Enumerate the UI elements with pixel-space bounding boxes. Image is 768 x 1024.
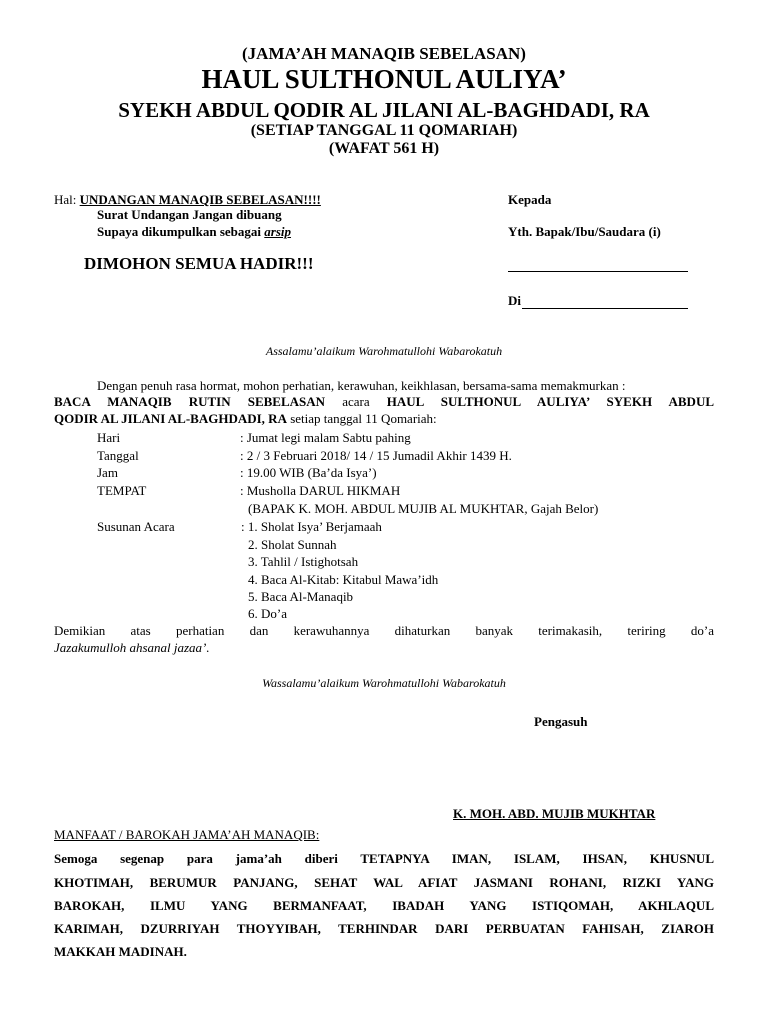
manfaat-line: KHOTIMAH, BERUMUR PANJANG, SEHAT WAL AFIAT JASMANI ROHANI, RIZKI YANG xyxy=(54,875,714,890)
closing-line-2: Jazakumulloh ahsanal jazaa’. xyxy=(54,640,210,655)
intro-line-2 xyxy=(54,394,714,410)
detail-value-tanggal: : 2 / 3 Februari 2018/ 14 / 15 Jumadil Akhir 1439 H. xyxy=(240,448,512,463)
susunan-item: 3. Tahlil / Istighotsah xyxy=(248,554,359,569)
header-name: SYEKH ABDUL QODIR AL JILANI AL-BAGHDADI, RA xyxy=(118,98,650,122)
manfaat-line: Semoga segenap para jama’ah diberi TETAPNYA IMAN, ISLAM, IHSAN, KHUSNUL xyxy=(54,851,714,866)
susunan-item: : 1. Sholat Isya’ Berjamaah xyxy=(241,519,382,534)
detail-label-hari: Hari xyxy=(97,430,121,445)
header-wafat: (WAFAT 561 H) xyxy=(328,140,440,157)
hal-subject: UNDANGAN MANAQIB SEBELASAN!!!! xyxy=(79,192,321,207)
intro-line-1: Dengan penuh rasa hormat, mohon perhatian, kerawuhan, keikhlasan, bersama-sama memakmurkan : xyxy=(97,378,626,393)
intro-line-3-bold: QODIR AL JILANI AL-BAGHDADI, RA xyxy=(54,411,287,426)
signature-title: Pengasuh xyxy=(534,714,588,729)
manfaat-line: BAROKAH, ILMU YANG BERMANFAAT, IBADAH YANG ISTIQOMAH, AKHLAQUL xyxy=(54,898,714,913)
appeal-text: DIMOHON SEMUA HADIR!!! xyxy=(84,254,314,273)
closing-line-1: Demikian atas perhatian dan kerawuhannya dihaturkan banyak terimakasih, teriring do’a xyxy=(54,623,714,638)
detail-tempat-extra: (BAPAK K. MOH. ABDUL MUJIB AL MUKHTAR, Gajah Belor) xyxy=(248,501,599,516)
hal-note-2-word: arsip xyxy=(264,224,292,239)
detail-value-tempat: : Musholla DARUL HIKMAH xyxy=(240,483,401,498)
susunan-item: 6. Do’a xyxy=(248,606,287,621)
hal-line xyxy=(54,192,321,208)
susunan-item: 4. Baca Al-Kitab: Kitabul Mawa’idh xyxy=(248,572,439,587)
hal-note-1: Surat Undangan Jangan dibuang xyxy=(97,207,282,222)
header-schedule: (SETIAP TANGGAL 11 QOMARIAH) xyxy=(250,122,518,139)
detail-value-hari: : Jumat legi malam Sabtu pahing xyxy=(240,430,411,445)
header-subtitle: (JAMA’AH MANAQIB SEBELASAN) xyxy=(242,44,526,63)
recipient-name-line xyxy=(508,271,688,272)
detail-label-tanggal: Tanggal xyxy=(97,448,139,463)
recipient-yth: Yth. Bapak/Ibu/Saudara (i) xyxy=(508,224,661,239)
hal-note-2-prefix: Supaya dikumpulkan sebagai xyxy=(97,224,265,239)
detail-value-jam: : 19.00 WIB (Ba’da Isya’) xyxy=(240,465,377,480)
manfaat-heading: MANFAAT / BAROKAH JAMA’AH MANAQIB: xyxy=(54,827,320,842)
susunan-item: 5. Baca Al-Manaqib xyxy=(248,589,354,604)
recipient-kepada: Kepada xyxy=(508,192,552,207)
recipient-di: Di xyxy=(508,293,521,308)
susunan-label: Susunan Acara xyxy=(97,519,175,534)
intro-line-3-plain: setiap tanggal 11 Qomariah: xyxy=(286,411,437,426)
detail-label-jam: Jam xyxy=(97,465,118,480)
greeting: Assalamu’alaikum Warohmatullohi Wabarokatuh xyxy=(265,344,503,358)
intro-line-2-bold-a: BACA MANAQIB RUTIN SEBELASAN xyxy=(54,394,326,409)
manfaat-line: MAKKAH MADINAH. xyxy=(54,944,187,959)
recipient-address-line xyxy=(522,308,688,309)
intro-line-3 xyxy=(54,411,437,427)
intro-line-2-plain: acara xyxy=(342,394,370,409)
manfaat-line: KARIMAH, DZURRIYAH THOYYIBAH, TERHINDAR DARI PERBUATAN FAHISAH, ZIAROH xyxy=(54,921,714,936)
header-title: HAUL SULTHONUL AULIYA’ xyxy=(201,64,567,94)
susunan-item: 2. Sholat Sunnah xyxy=(248,537,337,552)
signature-name: K. MOH. ABD. MUJIB MUKHTAR xyxy=(453,806,656,821)
hal-note-2 xyxy=(97,224,291,240)
farewell: Wassalamu’alaikum Warohmatullohi Wabarokatuh xyxy=(262,676,506,690)
detail-label-tempat: TEMPAT xyxy=(97,483,147,498)
hal-label: Hal: xyxy=(54,192,80,207)
intro-line-2-bold-b: HAUL SULTHONUL AULIYA’ SYEKH ABDUL xyxy=(386,394,715,409)
